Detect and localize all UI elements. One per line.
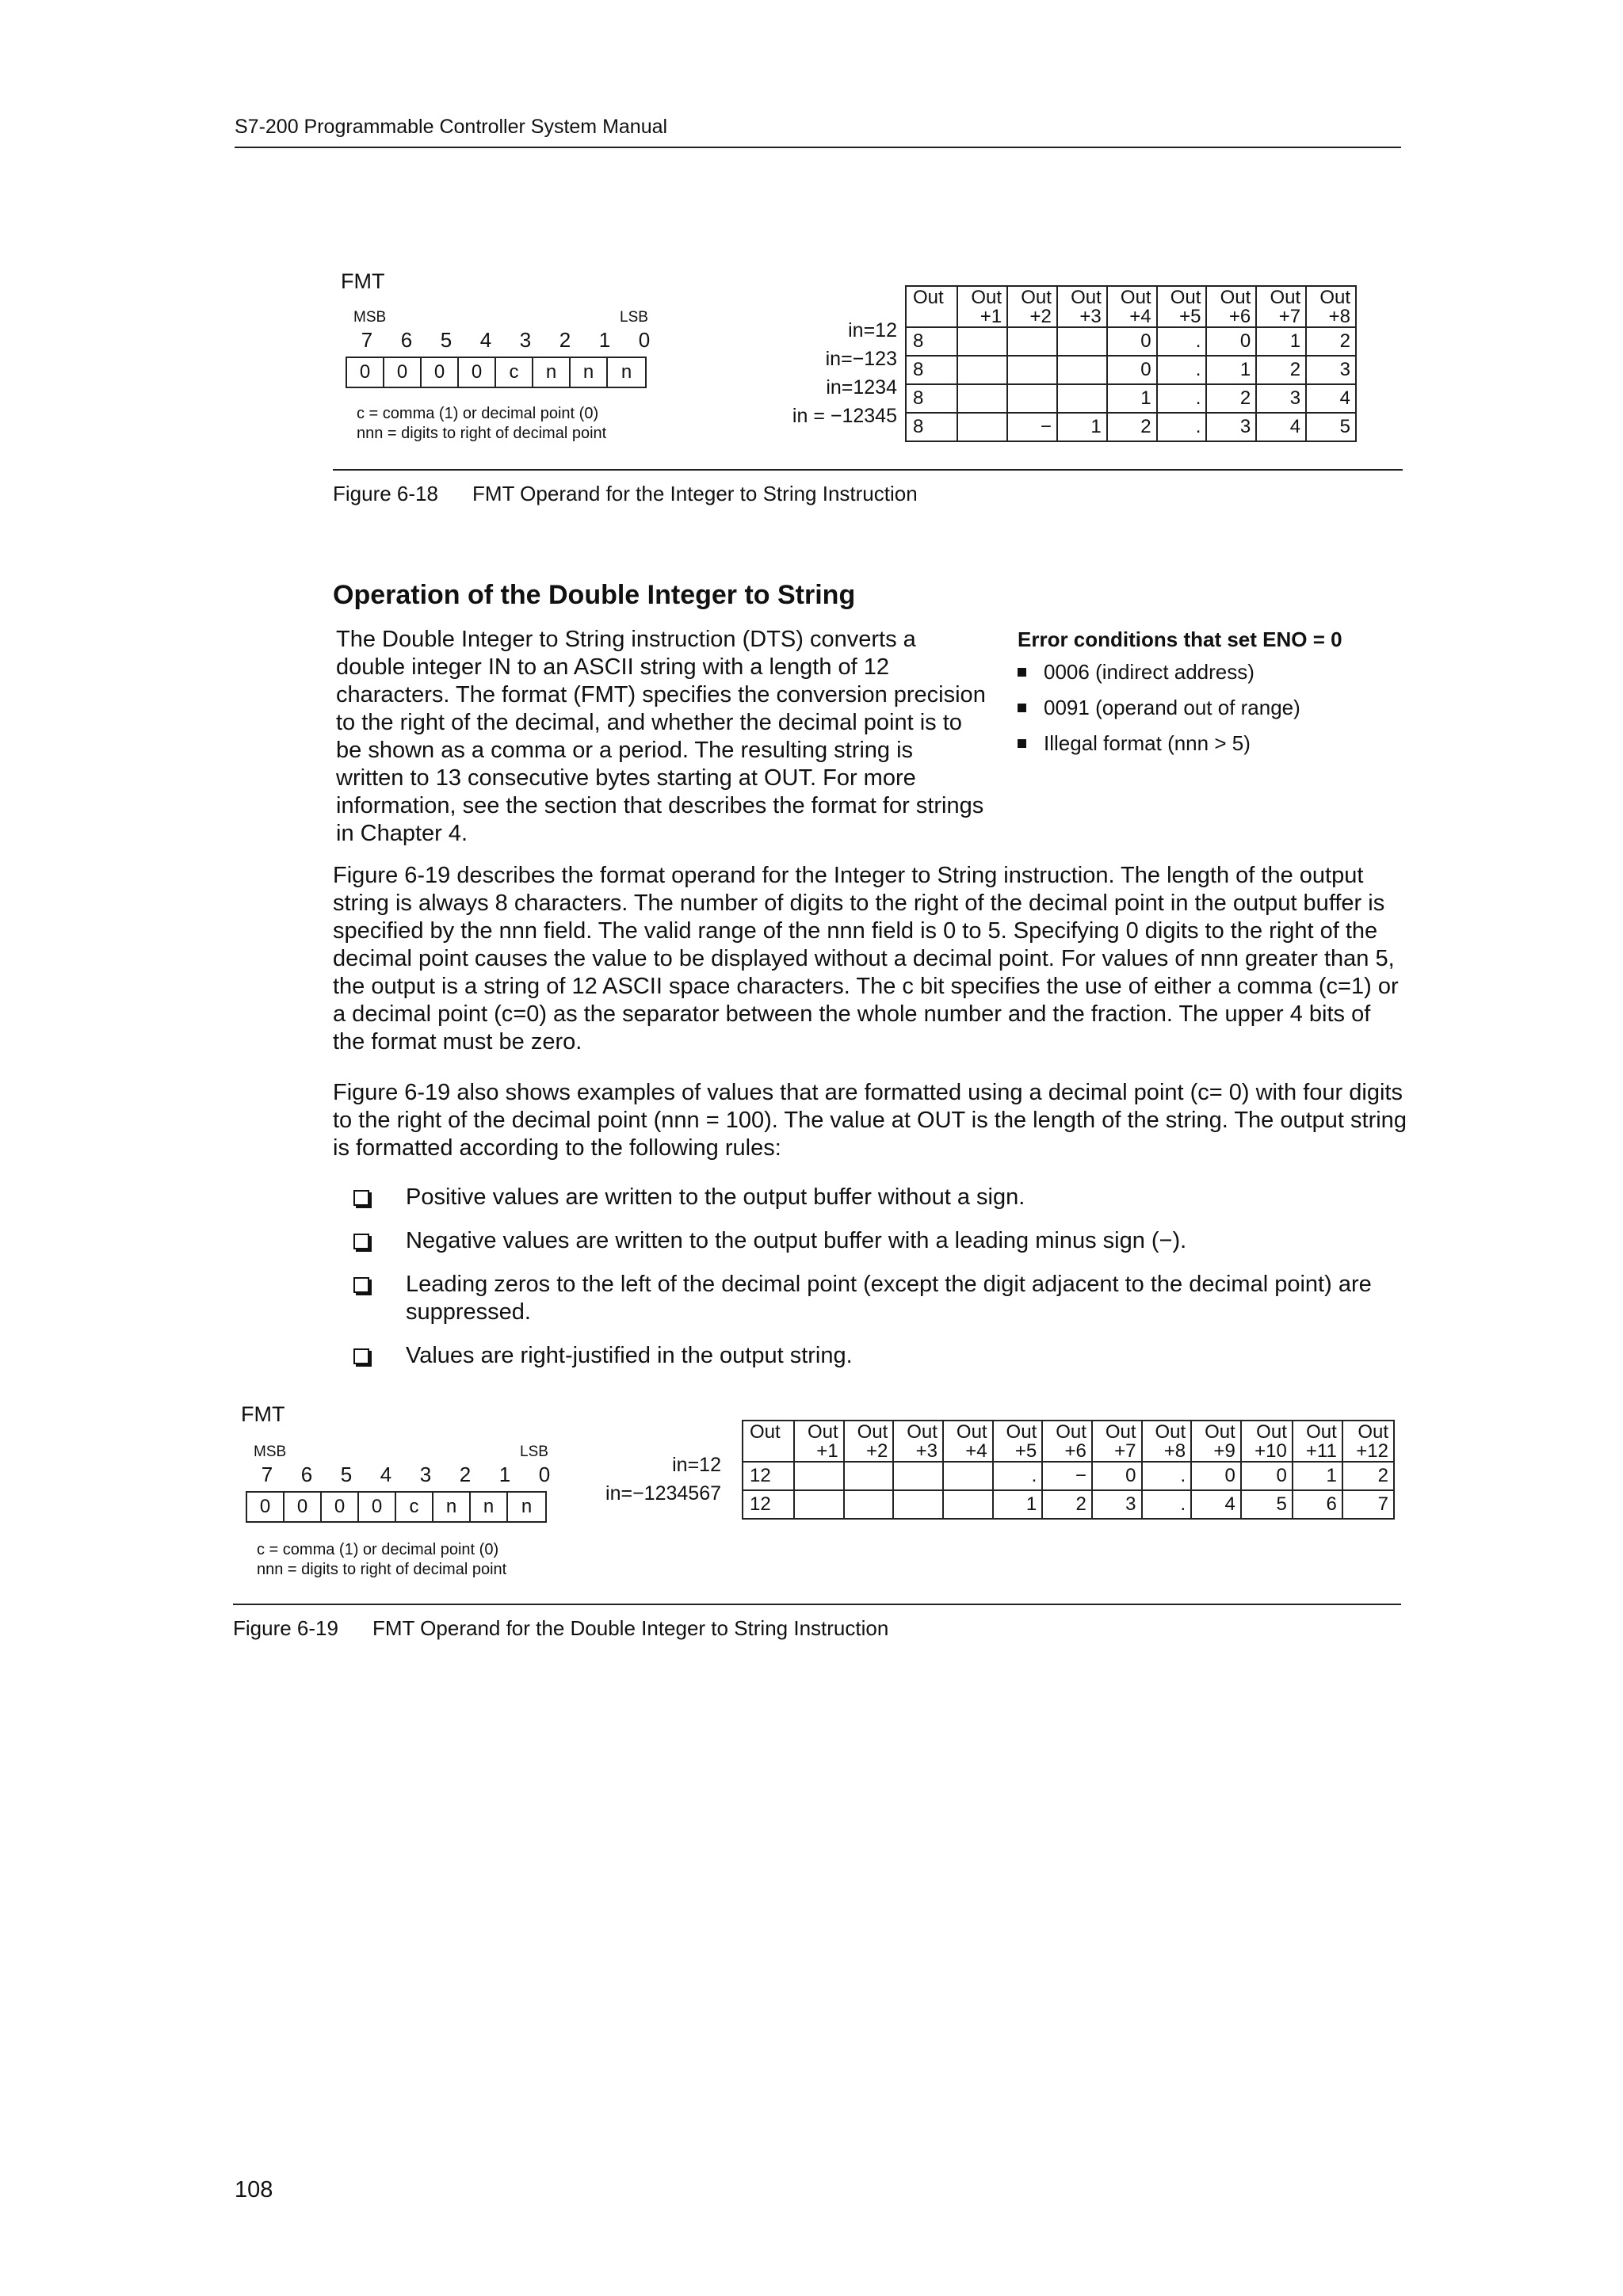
fig18-table-cell <box>957 356 1007 384</box>
fig19-table-cell: 0 <box>1241 1462 1293 1490</box>
fig19-input-label: in=12 <box>672 1454 721 1476</box>
fig18-table-cell: . <box>1157 413 1207 441</box>
paragraph-format: Figure 6-19 describes the format operand for the Integer to String instruction. The length of the output string is always 8 characters. The number of digits to the right of the decimal point in the output buffer is specified by the nnn field. The valid range of the nnn field is 0 to 5. Specifying 0 digits to the right of the decimal point causes the value to be displayed without a decimal point. For values of nnn greater than 5, the output is a string of 12 ASCII space characters. The c bit specifies the use of either a comma (c=1) or a decimal point (c=0) as the separator between the whole number and the fraction. The upper 4 bits of the format must be zero. <box>333 863 1399 1055</box>
fig18-input-label: in = −12345 <box>792 405 897 427</box>
fig19-table-cell <box>794 1462 844 1490</box>
fig19-bit-number: 4 <box>380 1463 392 1486</box>
fig19-input-labels <box>555 1451 721 1508</box>
fig19-bit-number: 2 <box>459 1463 472 1486</box>
fig18-table-cell: 4 <box>1306 384 1356 413</box>
fig19-column-header-offset: +3 <box>915 1440 938 1462</box>
fig19-column-header-offset: +2 <box>865 1440 888 1462</box>
fig19-msb-label: MSB <box>254 1444 287 1460</box>
bullet-square-icon <box>1018 739 1026 748</box>
fig19-bit-box: n <box>521 1496 533 1517</box>
fig19-column-header-offset: +4 <box>965 1440 987 1462</box>
fig18-column-header-top: Out <box>1319 287 1350 308</box>
fig19-column-header-top: Out <box>1105 1421 1136 1443</box>
fig19-column-header-top: Out <box>1056 1421 1086 1443</box>
fig19-bit-box: 0 <box>359 1493 396 1521</box>
fig18-table-cell: 2 <box>1107 413 1157 441</box>
fig18-input-label: in=−123 <box>825 348 897 370</box>
fig19-column-header <box>943 1421 993 1462</box>
fig18-table-cell <box>1007 384 1057 413</box>
error-item <box>1018 660 1398 685</box>
fig19-column-header-offset: +1 <box>816 1440 838 1462</box>
error-heading: Error conditions that set ENO = 0 <box>1018 627 1342 651</box>
fig19-table-cell <box>893 1462 943 1490</box>
fig19-bit-number: 0 <box>538 1463 551 1486</box>
fig18-bit-number: 5 <box>440 328 453 352</box>
fig18-column-header <box>1057 286 1107 327</box>
error-item-text: 0006 (indirect address) <box>1044 660 1254 684</box>
fig19-column-header <box>893 1421 943 1462</box>
error-list <box>1018 660 1398 756</box>
bullet-square-icon <box>1018 704 1026 712</box>
fig18-bit-box: n <box>533 358 571 387</box>
fig18-table-cell: 2 <box>1256 356 1306 384</box>
fig19-column-header-offset: +5 <box>1014 1440 1037 1462</box>
running-header: S7-200 Programmable Controller System Manual <box>235 116 668 138</box>
fig18-column-header <box>1256 286 1306 327</box>
fig18-bit-number: 0 <box>638 328 651 352</box>
fig19-column-header-offset <box>750 1442 789 1461</box>
fig19-column-header-top: Out <box>807 1421 838 1443</box>
fig19-table-cell <box>893 1490 943 1519</box>
fig18-bit-number: 6 <box>400 328 413 352</box>
fig19-table-row <box>743 1490 1394 1519</box>
fig18-table-cell <box>1057 327 1107 356</box>
fig18-column-header-offset <box>913 307 952 326</box>
fig19-column-header-top: Out <box>907 1421 938 1443</box>
fig18-table-row <box>906 356 1356 384</box>
fig19-table-cell: 6 <box>1293 1490 1342 1519</box>
fig19-column-header-offset: +10 <box>1254 1440 1287 1462</box>
fig18-input-labels <box>737 316 897 430</box>
fig19-table-cell: . <box>1142 1462 1192 1490</box>
fig19-column-header <box>844 1421 894 1462</box>
fig19-column-header-top: Out <box>956 1421 987 1443</box>
fig18-table-cell: 3 <box>1256 384 1306 413</box>
fig19-column-header <box>1042 1421 1092 1462</box>
fig18-column-header-offset: +6 <box>1228 306 1251 327</box>
fig19-column-header <box>1092 1421 1142 1462</box>
fig18-input-label: in=1234 <box>826 376 897 399</box>
fig19-column-header-top: Out <box>857 1421 888 1443</box>
rule-text: Leading zeros to the left of the decimal point (except the digit adjacent to the decimal point) are suppressed. <box>406 1272 1372 1325</box>
fig18-table-cell: . <box>1157 327 1207 356</box>
fig19-table-cell: 12 <box>743 1462 794 1490</box>
fig19-column-header-offset: +7 <box>1114 1440 1136 1462</box>
fig19-column-header <box>1342 1421 1394 1462</box>
fig18-table-cell <box>1007 356 1057 384</box>
fig19-column-header-top: Out <box>1358 1421 1388 1443</box>
fig19-column-header-top: Out <box>1306 1421 1337 1443</box>
fig19-table-row <box>743 1462 1394 1490</box>
fig18-column-header-offset: +4 <box>1129 306 1151 327</box>
fig18-table-row <box>906 384 1356 413</box>
fig19-bit-number: 6 <box>300 1463 313 1486</box>
fig19-fmt-label: FMT <box>241 1402 285 1426</box>
fig18-table-cell: 8 <box>906 356 957 384</box>
error-item-text: Illegal format (nnn > 5) <box>1044 731 1251 755</box>
fig18-table-cell: 0 <box>1107 356 1157 384</box>
fig18-out-table <box>905 285 1357 442</box>
fig18-bit-number: 4 <box>479 328 492 352</box>
fig19-column-header-top: Out <box>1205 1421 1235 1443</box>
fig19-note-comma: c = comma (1) or decimal point (0) <box>257 1541 499 1558</box>
paragraph-examples: Figure 6-19 also shows examples of values that are formatted using a decimal point (c= 0) with four digits to the right of the decimal point (nnn = 100). The value at OUT is the length of the string. The output string is formatted according to the following rules: <box>333 1080 1407 1161</box>
fig19-table-cell: 2 <box>1342 1462 1394 1490</box>
fig19-bit-number: 5 <box>340 1463 353 1486</box>
fig18-table-cell: 4 <box>1256 413 1306 441</box>
fig18-table-row <box>906 413 1356 441</box>
fig18-table-cell: 2 <box>1206 384 1256 413</box>
fig19-bit-box: n <box>433 1493 471 1521</box>
fig19-table-cell: 12 <box>743 1490 794 1519</box>
fig18-column-header-top: Out <box>913 287 944 308</box>
fig18-column-header-offset: +8 <box>1328 306 1350 327</box>
fig18-table-cell <box>1007 327 1057 356</box>
rule-item <box>353 1227 1400 1255</box>
fig19-table-cell: . <box>993 1462 1043 1490</box>
fig18-bit-number: 1 <box>598 328 611 352</box>
fig19-column-header <box>1241 1421 1293 1462</box>
fig19-table-cell <box>943 1490 993 1519</box>
fig19-bit-box: 0 <box>322 1493 359 1521</box>
error-item <box>1018 696 1398 720</box>
fig19-table-cell: 5 <box>1241 1490 1293 1519</box>
fig19-caption <box>233 1616 888 1641</box>
fig19-column-header-top: Out <box>1155 1421 1186 1443</box>
rule-text: Negative values are written to the output buffer with a leading minus sign (−). <box>406 1228 1187 1253</box>
fig18-note-comma: c = comma (1) or decimal point (0) <box>357 405 599 422</box>
fig18-table-cell <box>1057 384 1107 413</box>
fig19-column-header-offset: +12 <box>1356 1440 1388 1462</box>
fig18-msb-label: MSB <box>353 309 387 326</box>
fig19-table-cell: 2 <box>1042 1490 1092 1519</box>
fig18-fmt-label: FMT <box>341 269 385 293</box>
header-rule <box>235 147 1401 148</box>
fig18-bit-box: c <box>496 358 533 387</box>
fig19-table-cell <box>943 1462 993 1490</box>
fig19-out-table <box>742 1420 1395 1520</box>
fig18-caption-text: FMT Operand for the Integer to String Instruction <box>472 482 918 505</box>
fig18-table-cell: 0 <box>1206 327 1256 356</box>
intro-paragraph: The Double Integer to String instruction (DTS) converts a double integer IN to an ASCII string with a length of 12 characters. The format (FMT) specifies the conversion precision to the right of the decimal, and whether the decimal point is to be shown as a comma or a period. The resulting string is written to 13 consecutive bytes starting at OUT. For more information, see the section that describes the format for strings in Chapter 4. <box>336 627 986 846</box>
fig19-column-header-offset: +9 <box>1213 1440 1235 1462</box>
checkbox-bullet-icon <box>353 1348 369 1364</box>
fig18-bit-box: 0 <box>384 358 422 387</box>
fig18-table-cell <box>957 327 1007 356</box>
rule-item <box>353 1342 1400 1370</box>
fig19-column-header <box>1293 1421 1342 1462</box>
error-conditions <box>1018 627 1398 756</box>
fig19-caption-rule <box>233 1604 1401 1605</box>
fig18-column-header <box>957 286 1007 327</box>
fig18-table-cell <box>957 384 1007 413</box>
fig18-column-header-top: Out <box>1270 287 1301 308</box>
fig19-bit-number: 7 <box>261 1463 273 1486</box>
fig18-column-header-offset: +7 <box>1278 306 1301 327</box>
fig19-bit-box: 0 <box>247 1493 285 1521</box>
fig18-table-cell: 1 <box>1107 384 1157 413</box>
fig18-bit-number: 2 <box>559 328 571 352</box>
fig18-note <box>357 404 606 444</box>
fig19-bit-box: 0 <box>285 1493 322 1521</box>
fig18-column-header-top: Out <box>1170 287 1201 308</box>
fig18-table-cell: 8 <box>906 384 957 413</box>
fig18-caption-rule <box>333 469 1403 471</box>
fig19-column-header <box>1191 1421 1241 1462</box>
fig18-bit-box: n <box>571 358 608 387</box>
fig18-column-header <box>1107 286 1157 327</box>
fig19-table-cell: 0 <box>1092 1462 1142 1490</box>
fig18-note-nnn: nnn = digits to right of decimal point <box>357 425 607 442</box>
rule-item <box>353 1184 1400 1211</box>
fig18-bit-number: 7 <box>361 328 373 352</box>
fig19-column-header <box>1142 1421 1192 1462</box>
fig19-table-cell: 1 <box>1293 1462 1342 1490</box>
fig18-column-header-offset: +5 <box>1179 306 1201 327</box>
fig19-table-cell: 4 <box>1191 1490 1241 1519</box>
fig19-column-header-top: Out <box>1006 1421 1037 1443</box>
fig19-caption-number: Figure 6-19 <box>233 1616 338 1640</box>
fig19-bit-box: c <box>396 1493 433 1521</box>
fig18-table-cell: 3 <box>1306 356 1356 384</box>
fig19-bit-number: 1 <box>498 1463 511 1486</box>
fig19-bit-box: n <box>471 1493 508 1521</box>
fig18-table-cell: 1 <box>1057 413 1107 441</box>
fig18-column-header-offset: +2 <box>1029 306 1052 327</box>
fig18-column-header-top: Out <box>971 287 1002 308</box>
fig19-column-header-top: Out <box>750 1421 781 1443</box>
fig18-column-header-top: Out <box>1071 287 1102 308</box>
fig18-table-cell: . <box>1157 356 1207 384</box>
fig18-bit-boxes <box>346 357 647 388</box>
fig18-bit-box: 0 <box>347 358 384 387</box>
checkbox-bullet-icon <box>353 1190 369 1206</box>
fig18-table-cell: 1 <box>1206 356 1256 384</box>
fig18-caption-number: Figure 6-18 <box>333 482 438 505</box>
fig18-table-cell: 8 <box>906 327 957 356</box>
fig19-note <box>257 1540 506 1580</box>
fig19-table-cell <box>844 1462 894 1490</box>
fig18-bit-box: 0 <box>459 358 496 387</box>
fig19-column-header <box>743 1421 794 1462</box>
fig19-table-cell: 3 <box>1092 1490 1142 1519</box>
fig18-table-cell <box>957 413 1007 441</box>
rule-text: Positive values are written to the output buffer without a sign. <box>406 1184 1025 1210</box>
fig18-column-header-top: Out <box>1120 287 1151 308</box>
fig19-column-header-offset: +8 <box>1163 1440 1186 1462</box>
rules-list <box>353 1184 1400 1386</box>
fig18-bit-box: n <box>621 361 632 383</box>
rule-item <box>353 1271 1400 1326</box>
fig18-table-cell: 2 <box>1306 327 1356 356</box>
fig18-column-header <box>1157 286 1207 327</box>
fig19-column-header-offset: +6 <box>1064 1440 1086 1462</box>
fig19-caption-text: FMT Operand for the Double Integer to String Instruction <box>372 1616 889 1640</box>
fig18-table-cell: 3 <box>1206 413 1256 441</box>
page-number: 108 <box>235 2177 273 2203</box>
rule-text: Values are right-justified in the output string. <box>406 1343 853 1368</box>
fig19-bit-numbers <box>247 1463 564 1487</box>
fig18-column-header <box>1007 286 1057 327</box>
fig19-table-cell <box>844 1490 894 1519</box>
fig18-caption <box>333 482 918 506</box>
fig18-table-row <box>906 327 1356 356</box>
fig19-table-cell: 0 <box>1191 1462 1241 1490</box>
fig19-table-cell: − <box>1042 1462 1092 1490</box>
fig18-table-cell: . <box>1157 384 1207 413</box>
fig18-table-cell: 0 <box>1107 327 1157 356</box>
fig18-column-header-top: Out <box>1021 287 1052 308</box>
fig19-column-header-offset: +11 <box>1305 1440 1337 1462</box>
fig18-input-label: in=12 <box>848 319 897 341</box>
error-item <box>1018 731 1398 756</box>
fig19-table-cell: 1 <box>993 1490 1043 1519</box>
fig18-column-header-offset: +3 <box>1079 306 1102 327</box>
fig18-table-cell: − <box>1007 413 1057 441</box>
section-heading: Operation of the Double Integer to String <box>333 580 856 610</box>
fig19-column-header-top: Out <box>1256 1421 1287 1443</box>
fig18-column-header <box>906 286 957 327</box>
fig18-bit-numbers <box>347 328 664 353</box>
fig18-lsb-label: LSB <box>620 309 648 326</box>
fig19-input-label: in=−1234567 <box>605 1482 721 1505</box>
fig18-table-cell: 1 <box>1256 327 1306 356</box>
fig19-lsb-label: LSB <box>520 1444 548 1460</box>
fig19-header-row <box>743 1421 1394 1462</box>
fig18-bit-number: 3 <box>519 328 532 352</box>
fig18-column-header-offset: +1 <box>980 306 1002 327</box>
fig18-column-header <box>1206 286 1256 327</box>
checkbox-bullet-icon <box>353 1277 369 1293</box>
fig18-table-cell: 5 <box>1306 413 1356 441</box>
fig18-header-row <box>906 286 1356 327</box>
error-item-text: 0091 (operand out of range) <box>1044 696 1300 719</box>
fig19-column-header <box>993 1421 1043 1462</box>
fig19-column-header <box>794 1421 844 1462</box>
fig19-table-cell: 7 <box>1342 1490 1394 1519</box>
fig19-note-nnn: nnn = digits to right of decimal point <box>257 1561 507 1578</box>
checkbox-bullet-icon <box>353 1234 369 1249</box>
fig19-bit-number: 3 <box>419 1463 432 1486</box>
fig18-bit-box: 0 <box>422 358 459 387</box>
fig18-column-header-top: Out <box>1220 287 1251 308</box>
fig18-table-cell <box>1057 356 1107 384</box>
fig19-table-cell: . <box>1142 1490 1192 1519</box>
fig18-table-cell: 8 <box>906 413 957 441</box>
fig18-column-header <box>1306 286 1356 327</box>
fig19-bit-boxes <box>246 1491 547 1523</box>
bullet-square-icon <box>1018 668 1026 677</box>
fig19-table-cell <box>794 1490 844 1519</box>
